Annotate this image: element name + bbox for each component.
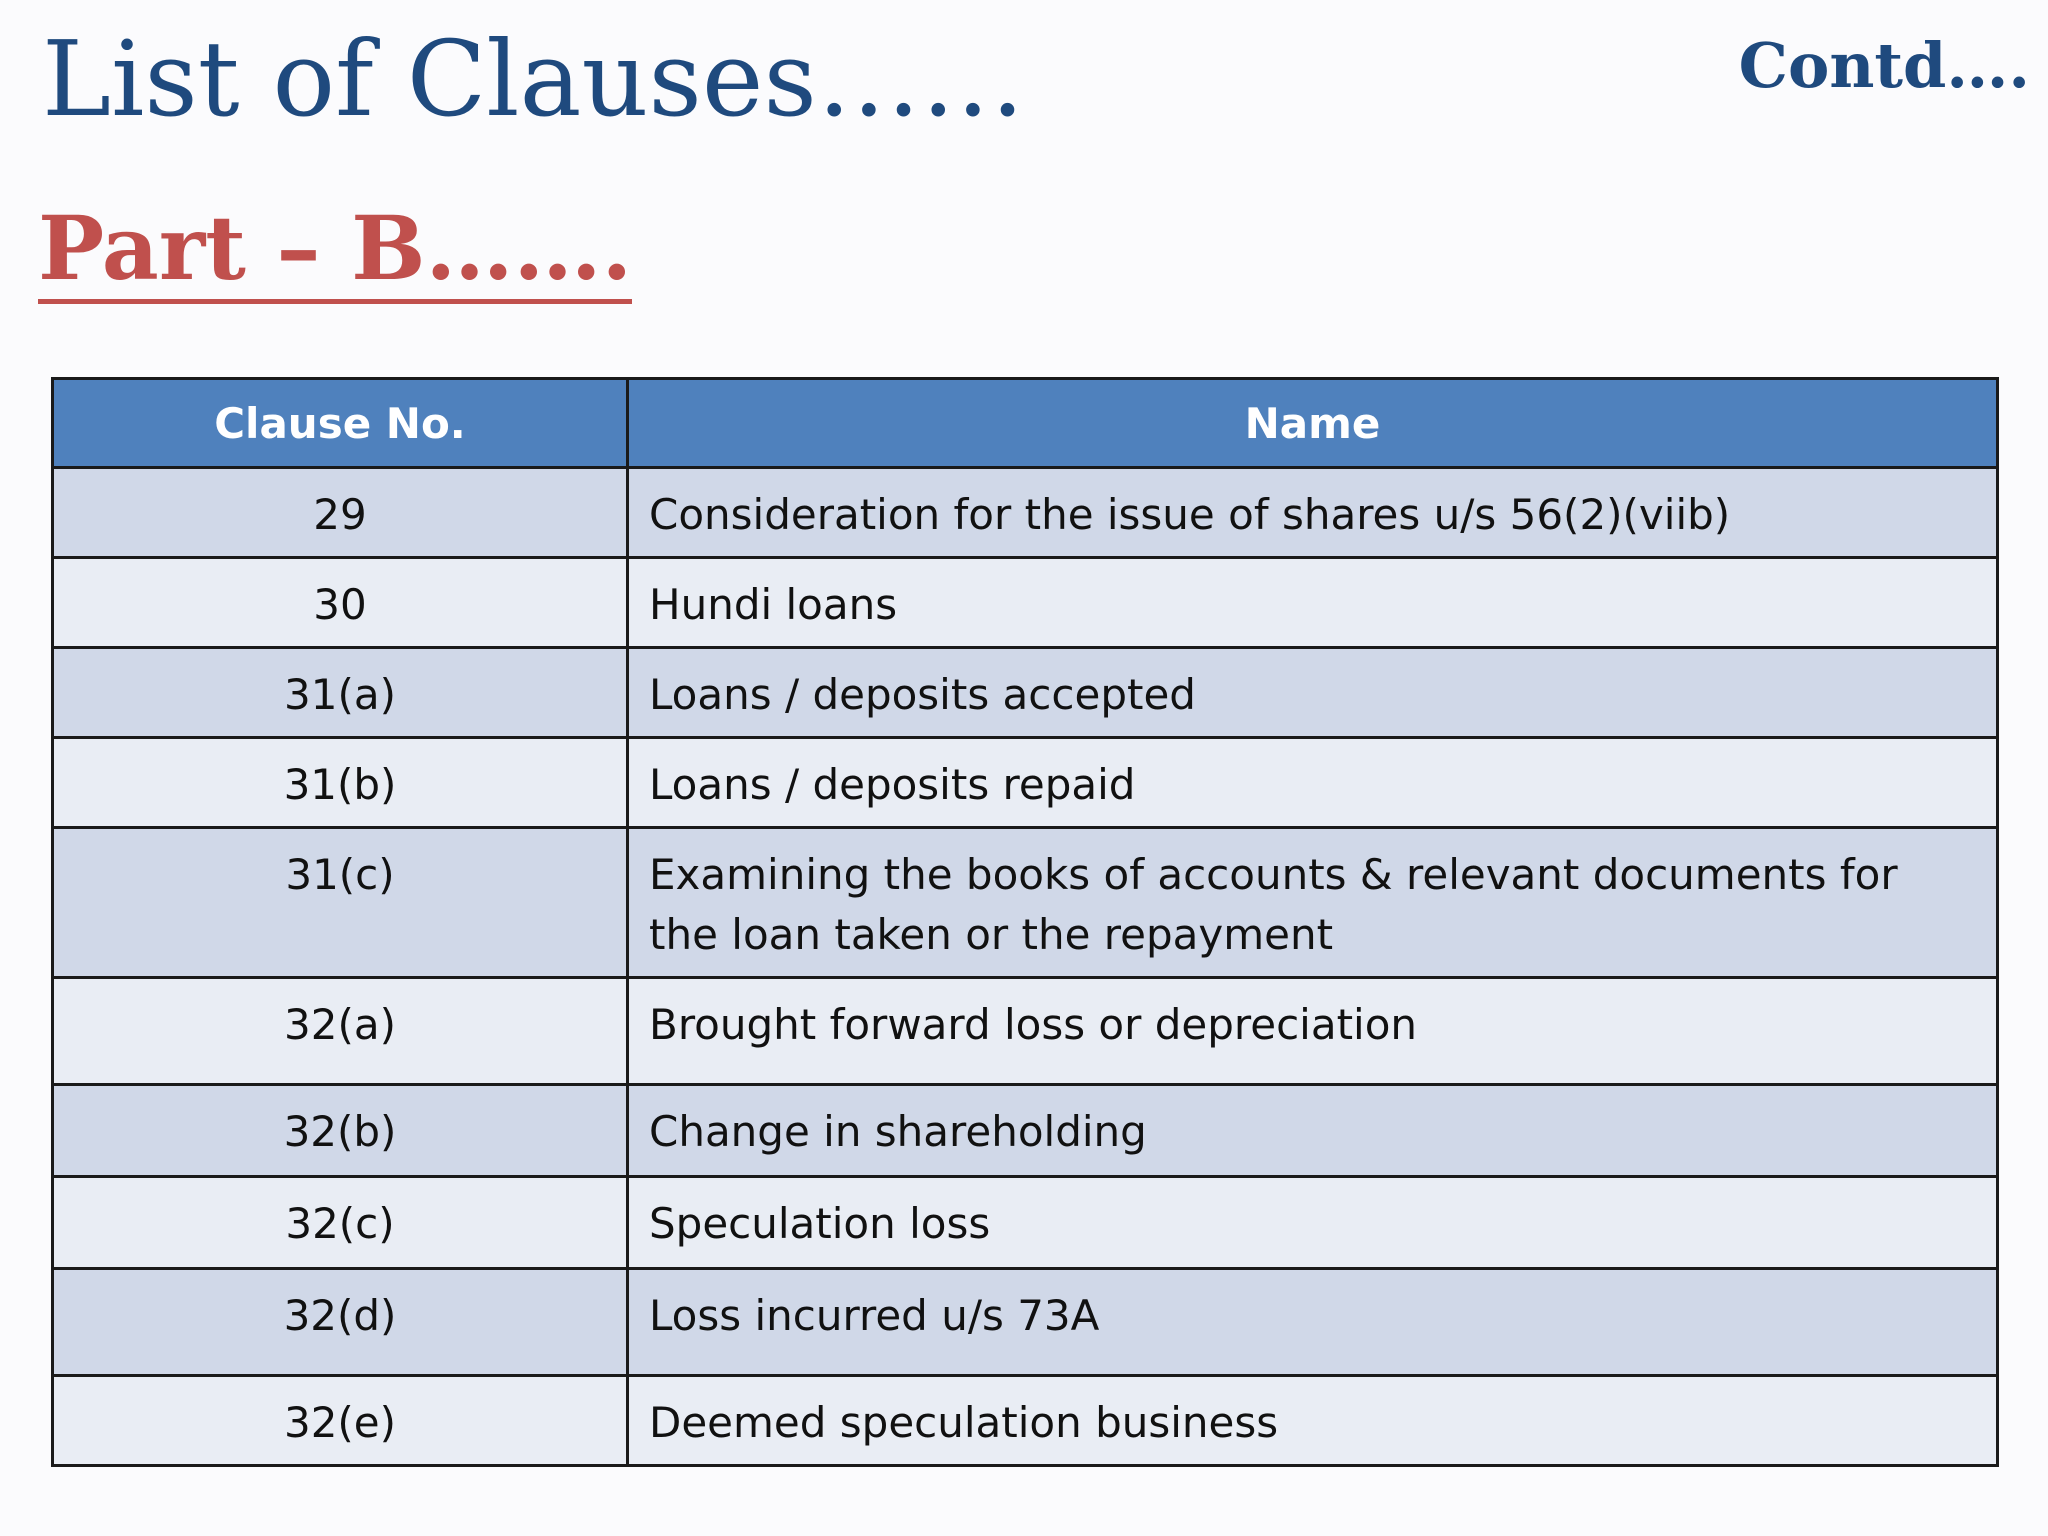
- table-row: [53, 978, 1998, 1085]
- clause-number-cell: 32(e): [53, 1376, 628, 1466]
- clause-number-cell: 32(c): [53, 1177, 628, 1269]
- clause-name-cell: Loans / deposits repaid: [628, 737, 1998, 827]
- clause-name-cell: Brought forward loss or depreciation: [628, 978, 1998, 1085]
- clause-number-cell: 30: [53, 557, 628, 647]
- table-row: [53, 647, 1998, 737]
- clause-name-cell: Examining the books of accounts & relevant documents for the loan taken or the repayment: [628, 827, 1998, 978]
- column-header-clause-no: Clause No.: [53, 379, 628, 468]
- clause-number-cell: 31(c): [53, 827, 628, 978]
- continued-label: Contd….: [1738, 29, 2030, 102]
- clause-number-cell: 32(d): [53, 1269, 628, 1376]
- slide-title: List of Clauses……: [42, 18, 1025, 140]
- table-row: [53, 1085, 1998, 1177]
- clause-name-cell: Hundi loans: [628, 557, 1998, 647]
- clause-name-cell: Speculation loss: [628, 1177, 1998, 1269]
- clause-name-cell: Deemed speculation business: [628, 1376, 1998, 1466]
- table-row: [53, 1269, 1998, 1376]
- table-row: [53, 468, 1998, 558]
- table-row: [53, 557, 1998, 647]
- clause-name-cell: Loans / deposits accepted: [628, 647, 1998, 737]
- clauses-table: [51, 377, 1999, 1467]
- table-row: [53, 827, 1998, 978]
- clause-number-cell: 31(b): [53, 737, 628, 827]
- clause-number-cell: 32(a): [53, 978, 628, 1085]
- clause-name-cell: Change in shareholding: [628, 1085, 1998, 1177]
- part-subtitle: Part – B…….: [38, 200, 632, 304]
- table-row: [53, 1376, 1998, 1466]
- column-header-name: Name: [628, 379, 1998, 468]
- table-row: [53, 1177, 1998, 1269]
- clause-name-cell: Loss incurred u/s 73A: [628, 1269, 1998, 1376]
- clause-name-cell: Consideration for the issue of shares u/s 56(2)(viib): [628, 468, 1998, 558]
- clause-number-cell: 29: [53, 468, 628, 558]
- clause-number-cell: 32(b): [53, 1085, 628, 1177]
- clause-number-cell: 31(a): [53, 647, 628, 737]
- table-header-row: [53, 379, 1998, 468]
- table-row: [53, 737, 1998, 827]
